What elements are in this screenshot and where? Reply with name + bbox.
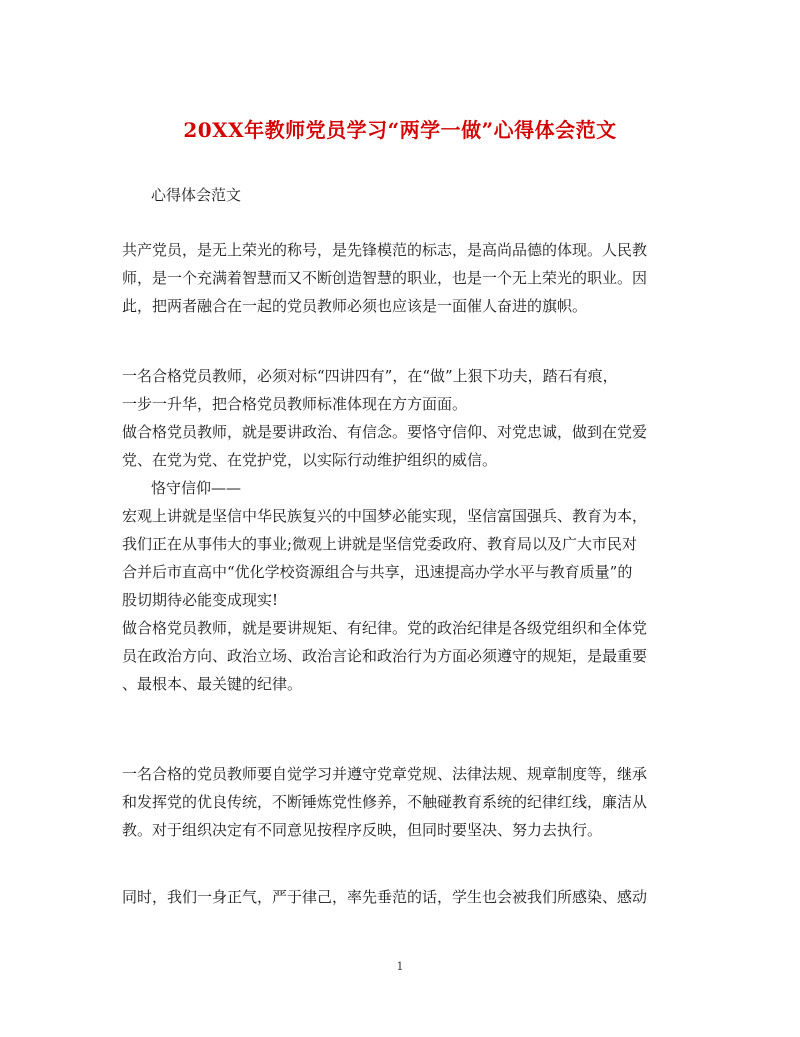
paragraph-line: 一步一升华，把合格党员教师标准体现在方方面面。 [122, 395, 468, 413]
paragraph-line: 和发挥党的优良传统，不断锤炼党性修养，不触碰教育系统的纪律红线，廉洁从 [122, 793, 648, 811]
paragraph-line: 一名合格党员教师，必须对标“四讲四有”，在“做”上狠下功夫，踏石有痕， [122, 367, 618, 385]
paragraph-line: 合并后市直高中“优化学校资源组合与共享，迅速提高办学水平与教育质量”的 [122, 563, 633, 581]
paragraph-line: 做合格党员教师，就是要讲政治、有信念。要恪守信仰、对党忠诚，做到在党爱 [122, 423, 648, 441]
paragraph-line: 我们正在从事伟大的事业;微观上讲就是坚信党委政府、教育局以及广大市民对 [122, 535, 638, 553]
page-number: 1 [396, 960, 404, 973]
paragraph-line: 做合格党员教师，就是要讲规矩、有纪律。党的政治纪律是各级党组织和全体党 [122, 619, 648, 637]
paragraph-line: 恪守信仰—— [151, 479, 242, 497]
paragraph-line: 宏观上讲就是坚信中华民族复兴的中国梦必能实现，坚信富国强兵、教育为本， [122, 507, 648, 525]
paragraph-line: 此，把两者融合在一起的党员教师必须也应该是一面催人奋进的旗帜。 [122, 297, 588, 315]
paragraph-3 [122, 760, 680, 844]
paragraph-2 [122, 362, 680, 698]
paragraph-line: 员在政治方向、政治立场、政治言论和政治行为方面必须遵守的规矩，是最重要 [122, 647, 648, 665]
paragraph-line: 、最根本、最关键的纪律。 [122, 675, 303, 693]
paragraph-line: 师，是一个充满着智慧而又不断创造智慧的职业，也是一个无上荣光的职业。因 [122, 269, 648, 287]
paragraph-line: 股切期待必能变成现实! [122, 591, 279, 609]
document-title: 20XX年教师党员学习“两学一做”心得体会范文 [183, 118, 617, 142]
document-subtitle: 心得体会范文 [151, 186, 242, 204]
paragraph-line: 一名合格的党员教师要自觉学习并遵守党章党规、法律法规、规章制度等，继承 [122, 765, 648, 783]
paragraph-line: 共产党员，是无上荣光的称号，是先锋模范的标志，是高尚品德的体现。人民教 [122, 241, 648, 259]
paragraph-1 [122, 236, 680, 320]
paragraph-line: 党、在党为党、在党护党，以实际行动维护组织的威信。 [122, 451, 498, 469]
paragraph-4 [122, 883, 680, 911]
paragraph-line: 教。对于组织决定有不同意见按程序反映，但同时要坚决、努力去执行。 [122, 821, 603, 839]
paragraph-line: 同时，我们一身正气，严于律己，率先垂范的话，学生也会被我们所感染、感动 [122, 888, 648, 906]
